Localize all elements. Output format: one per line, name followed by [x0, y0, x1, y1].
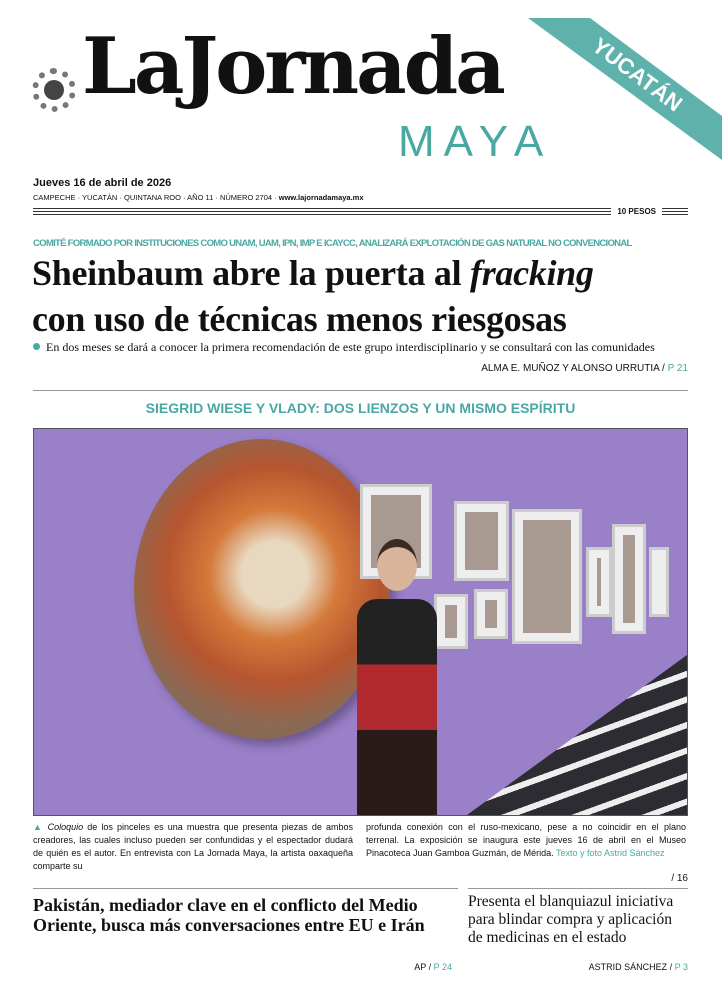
price: 10 PESOS	[617, 207, 656, 216]
story-byline	[414, 962, 452, 972]
caption-col-2	[366, 821, 686, 860]
photo-frame	[454, 501, 509, 581]
caption-italic: Coloquio	[47, 822, 84, 832]
photo-frame	[586, 547, 612, 617]
edition-ribbon	[528, 18, 722, 160]
photo-frame	[649, 547, 669, 617]
lead-headline[interactable]	[32, 250, 712, 342]
caption-text: de los pinceles es una muestra que presenta piezas de ambos creadores, las cuales incluso pueden ser confundidas y el espectador dudará de quién es el autor. En entrevista con La Jornada Maya, la artista oaxaqueña comparte su	[33, 822, 353, 871]
photo-credit: Texto y foto Astrid Sánchez	[555, 848, 665, 858]
photo-floor	[467, 655, 687, 815]
feature-page-ref[interactable]: / 16	[671, 873, 688, 884]
website-link[interactable]: www.lajornadamaya.mx	[278, 193, 364, 202]
divider	[33, 390, 688, 391]
edition-label: YUCATÁN	[587, 32, 688, 117]
caption-col-1	[33, 821, 353, 873]
photo-frame	[474, 589, 508, 639]
lead-byline	[481, 363, 688, 374]
story-headline[interactable]: Pakistán, mediador clave en el conflicto del Medio Oriente, busca más conversaciones entre EU e Irán	[33, 895, 425, 935]
bullet-icon	[33, 343, 40, 350]
divider	[33, 888, 458, 889]
story-byline	[589, 962, 688, 972]
headline-text: con uso de técnicas menos riesgosas	[32, 299, 567, 339]
caption-text: profunda conexión con el ruso-mexicano, pese a no coincidir en el plano terrenal. La exposición se inaugura este jueves 16 de abril en el Museo Pinacoteca Juan Gamboa Guzmán, de Mérida.	[366, 822, 686, 858]
photo-frame	[612, 524, 646, 634]
page-ref[interactable]: P 24	[433, 962, 452, 972]
masthead-subtitle: MAYA	[398, 117, 553, 166]
issue-info: CAMPECHE · YUCATÁN · QUINTANA ROO · AÑO 11 · NÚMERO 2704 ·	[33, 193, 279, 202]
page-ref[interactable]: P 21	[667, 363, 688, 374]
photo-round-painting	[134, 439, 389, 739]
story-headline[interactable]: Presenta el blanquiazul iniciativa para blindar compra y aplicación de medicinas en el estado	[468, 893, 674, 946]
headline-text: Sheinbaum abre la puerta al	[32, 253, 470, 293]
divider	[468, 888, 688, 889]
rule-line	[662, 208, 688, 215]
feature-photo[interactable]	[33, 428, 688, 816]
rule-line	[33, 208, 611, 215]
byline-text: ALMA E. MUÑOZ Y ALONSO URRUTIA /	[481, 363, 668, 374]
feature-title[interactable]: SIEGRID WIESE Y VLADY: DOS LIENZOS Y UN MISMO ESPÍRITU	[145, 400, 576, 416]
byline-text: ASTRID SÁNCHEZ /	[588, 962, 675, 972]
artist-body	[357, 599, 437, 816]
headline-italic: fracking	[470, 253, 594, 293]
lead-kicker: COMITÉ FORMADO POR INSTITUCIONES COMO UNAM, UAM, IPN, IMP E ICAYCC, ANALIZARÁ EXPLOTACIÓN DE GAS NATURAL NO CONVENCIONAL	[33, 238, 632, 249]
price-rule	[33, 207, 688, 216]
lead-summary	[33, 340, 693, 354]
issue-meta	[33, 193, 364, 202]
byline-text: AP /	[414, 962, 434, 972]
triangle-icon: ▲	[33, 822, 48, 832]
page-ref[interactable]: P 3	[674, 962, 688, 972]
artist-head	[377, 539, 417, 591]
issue-date: Jueves 16 de abril de 2026	[33, 177, 172, 189]
summary-text: En dos meses se dará a conocer la primera recomendación de este grupo interdisciplinario y se consultará con las comunidades	[46, 340, 655, 354]
masthead-title[interactable]: LaJornada	[82, 21, 503, 112]
photo-frame	[512, 509, 582, 644]
sun-logo-icon	[32, 68, 76, 112]
photo-artist	[352, 539, 442, 816]
